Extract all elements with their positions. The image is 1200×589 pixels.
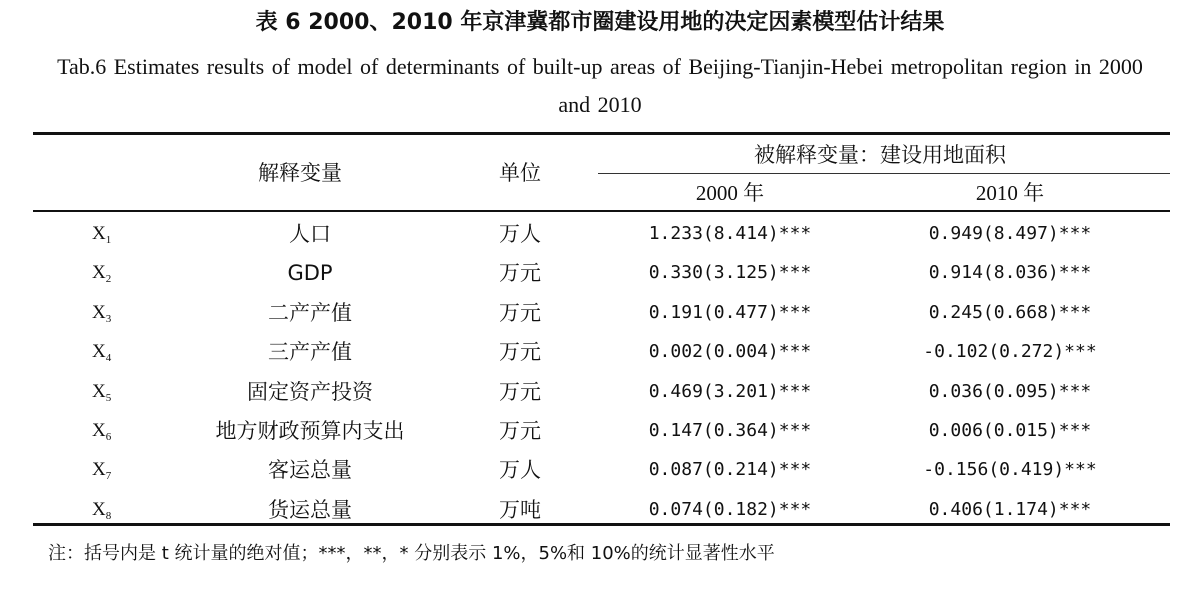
variable-code: $X_4$ — [92, 341, 112, 365]
estimate-2000: 0.147(0.364)*** — [648, 419, 812, 441]
table-row — [0, 453, 1200, 492]
variable-name: 客运总量 — [268, 458, 352, 483]
estimate-2010: 0.406(1.174)*** — [928, 498, 1092, 520]
estimate-2010: 0.949(8.497)*** — [928, 223, 1092, 244]
estimate-2010: 0.006(0.015)*** — [928, 419, 1092, 441]
estimate-2000: 0.074(0.182)*** — [648, 498, 812, 520]
estimate-2010: -0.156(0.419)*** — [923, 459, 1097, 481]
table-bottom-rule — [33, 523, 1170, 526]
variable-code: $X_5$ — [92, 380, 112, 404]
variable-name: 地方财政预算内支出 — [215, 418, 405, 443]
table-row — [0, 335, 1200, 374]
variable-unit: 万元 — [499, 340, 541, 365]
variable-code: $X_3$ — [92, 301, 112, 325]
estimate-2000: 0.330(3.125)*** — [648, 262, 812, 284]
header-year-2010: 2010 年 — [975, 181, 1045, 205]
variable-unit: 万人 — [499, 458, 541, 483]
table-title-english: Tab.6 Estimates results of model of determinants of built-up areas of Beijing-Tianjin-Hebei metropolitan region in 2000 and 2010 — [57, 54, 1143, 117]
variable-name: GDP — [287, 261, 333, 286]
variable-name: 二产产值 — [268, 300, 352, 325]
estimate-2000: 0.087(0.214)*** — [648, 459, 812, 481]
variable-unit: 万吨 — [499, 497, 541, 522]
estimate-2010: 0.914(8.036)*** — [928, 262, 1092, 284]
estimate-2000: 0.469(3.201)*** — [648, 380, 812, 402]
table-row — [0, 296, 1200, 335]
variable-code: $X_8$ — [92, 498, 112, 522]
table-row — [0, 414, 1200, 453]
variable-name: 人口 — [289, 222, 331, 246]
variable-code: $X_6$ — [92, 419, 112, 443]
header-sub-rule — [598, 173, 1170, 174]
header-variable: 解释变量 — [258, 161, 342, 185]
table-row — [0, 217, 1200, 256]
header-year-2000: 2000 年 — [695, 181, 765, 205]
estimate-2000: 0.191(0.477)*** — [648, 301, 812, 323]
header-dependent-variable: 被解释变量：建设用地面积 — [754, 143, 1006, 167]
table-body — [0, 217, 1200, 532]
variable-code: $X_7$ — [92, 459, 112, 483]
table-row — [0, 375, 1200, 414]
variable-code: $X_1$ — [92, 223, 112, 246]
header-unit: 单位 — [499, 161, 541, 185]
variable-unit: 万元 — [499, 418, 541, 443]
table-header-rule — [33, 210, 1170, 212]
variable-unit: 万元 — [499, 300, 541, 325]
estimate-2000: 1.233(8.414)*** — [648, 223, 812, 244]
table-row — [0, 256, 1200, 295]
table-footnote: 注：括号内是 t 统计量的绝对值；***，**，* 分别表示 1%，5%和 10%的统计显著性水平 — [48, 543, 775, 564]
variable-name: 三产产值 — [268, 340, 352, 365]
estimate-2010: 0.036(0.095)*** — [928, 380, 1092, 402]
estimate-2010: 0.245(0.668)*** — [928, 301, 1092, 323]
variable-unit: 万元 — [499, 261, 541, 286]
variable-name: 固定资产投资 — [247, 379, 373, 404]
estimate-2010: -0.102(0.272)*** — [923, 341, 1097, 363]
table-top-rule — [33, 132, 1170, 135]
variable-unit: 万人 — [499, 222, 541, 246]
variable-code: $X_2$ — [92, 262, 112, 286]
estimate-2000: 0.002(0.004)*** — [648, 341, 812, 363]
table-title-chinese: 表 6 2000、2010 年京津冀都市圈建设用地的决定因素模型估计结果 — [255, 10, 945, 35]
table-row — [0, 493, 1200, 532]
variable-name: 货运总量 — [268, 497, 352, 522]
variable-unit: 万元 — [499, 379, 541, 404]
